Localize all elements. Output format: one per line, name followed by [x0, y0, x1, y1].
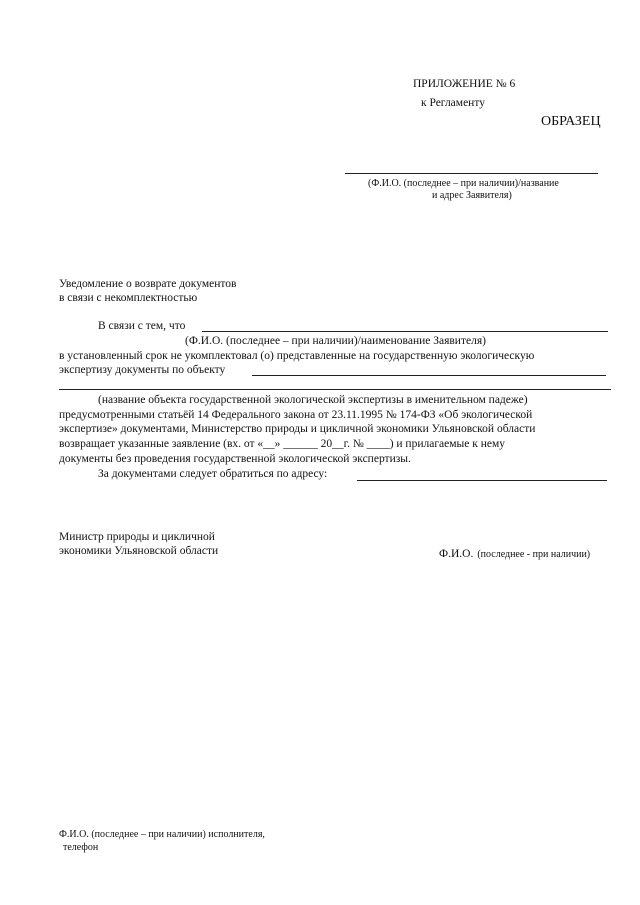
signatory-name-hint: (последнее - при наличии) — [477, 549, 591, 560]
signatory-position-1: Министр природы и цикличной — [59, 531, 215, 543]
body-line3: экспертизу документы по объекту — [59, 364, 226, 376]
body-line5: предусмотренными статьёй 14 Федерального закона от 23.11.1995 № 174-ФЗ «Об экологической — [59, 409, 533, 421]
recipient-hint-2: и адрес Заявителя) — [432, 190, 512, 201]
notice-title-line1: Уведомление о возврате документов — [59, 278, 237, 290]
applicant-name-line — [202, 331, 608, 332]
signatory-position-2: экономики Ульяновской области — [59, 545, 219, 557]
sample-label: ОБРАЗЕЦ — [541, 114, 601, 129]
object-hint: (название объекта государственной экологической экспертизы в именительном падеже) — [98, 394, 528, 406]
applicant-hint: (Ф.И.О. (последнее – при наличии)/наименование Заявителя) — [185, 335, 486, 347]
signatory-name — [439, 544, 590, 562]
signatory-name-label: Ф.И.О. — [439, 548, 474, 560]
object-line-1 — [252, 375, 606, 376]
body-line2: в установленный срок не укомплектовал (о) представленные на государственную экологическую — [59, 350, 535, 362]
body-line7: возвращает указанные заявление (вх. от «__» ______ 20__г. № ____) и прилагаемые к нему — [59, 438, 505, 450]
object-line-2 — [59, 389, 611, 390]
recipient-hint-1: (Ф.И.О. (последнее – при наличии)/название — [368, 178, 559, 189]
appendix-label: ПРИЛОЖЕНИЕ № 6 — [413, 78, 516, 90]
executor-info: Ф.И.О. (последнее – при наличии) исполнителя, — [59, 829, 265, 840]
address-label: За документами следует обратиться по адресу: — [98, 468, 328, 480]
body-intro: В связи с тем, что — [98, 320, 186, 332]
body-line8: документы без проведения государственной экологической экспертизы. — [59, 453, 411, 465]
regulation-reference: к Регламенту — [421, 97, 485, 109]
recipient-line — [345, 173, 598, 174]
executor-phone: телефон — [63, 842, 99, 853]
address-line — [357, 480, 607, 481]
body-line6: экспертизе» документами, Министерство природы и цикличной экономики Ульяновской области — [59, 423, 536, 435]
notice-title-line2: в связи с некомплектностью — [59, 292, 198, 304]
